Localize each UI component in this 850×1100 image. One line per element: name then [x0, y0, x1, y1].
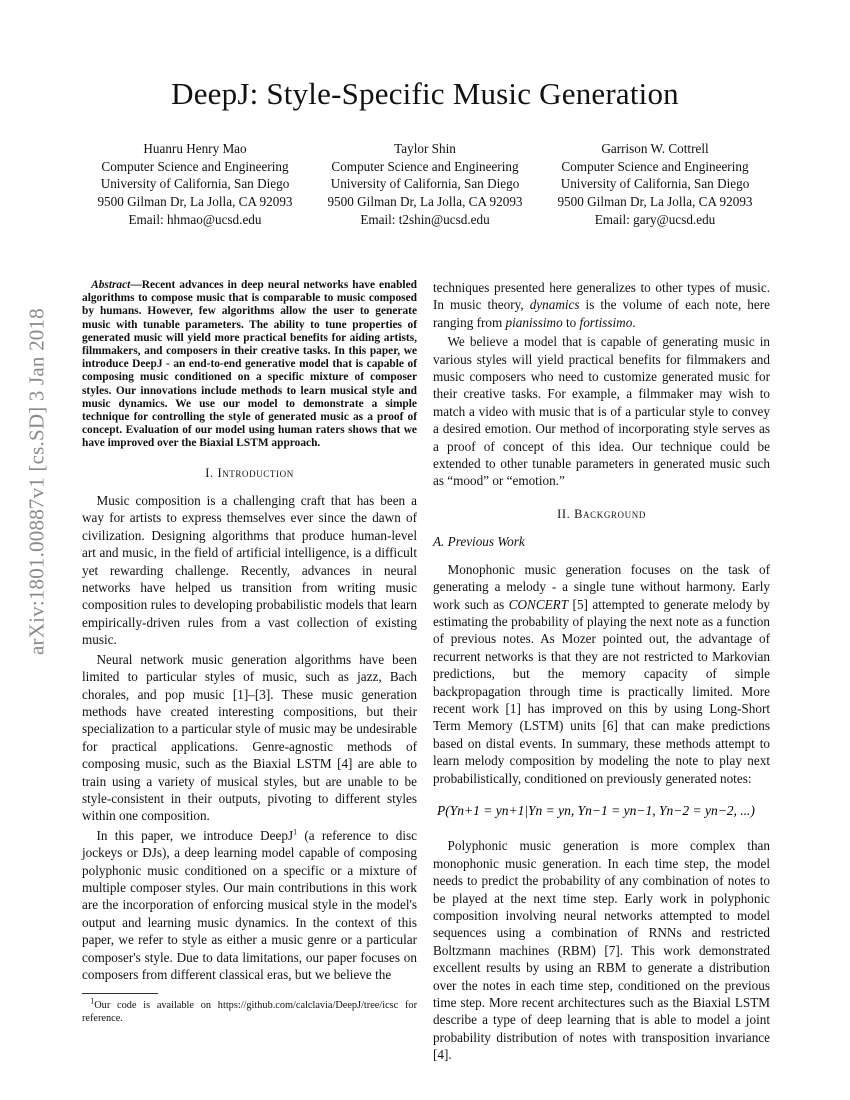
equation-svg [433, 799, 770, 821]
text-run: techniques presented here generalizes to other types of music. In music theory, [433, 280, 770, 313]
footnote-divider [82, 993, 158, 994]
author-dept: Computer Science and Engineering [331, 158, 519, 174]
section-heading-background [433, 506, 770, 523]
term-pianissimo: pianissimo [505, 314, 563, 330]
author-email: Email: gary@ucsd.edu [594, 211, 716, 227]
section-title: Introduction [217, 465, 294, 480]
subsection-heading: A. Previous Work [433, 534, 525, 550]
author-dept: Computer Science and Engineering [561, 158, 749, 174]
intro-paragraph-3 [82, 827, 417, 984]
term-dynamics: dynamics [529, 297, 580, 313]
term-fortissimo: fortissimo [579, 314, 633, 330]
author-name: Garrison W. Cottrell [601, 141, 709, 156]
intro-p3-rest: (a reference to disc jockeys or DJs), a deep learning model capable of composing polyphonic music conditioned on a specific or a mixture of multiple composer styles. Our main contributions in this work are the incorporation of enforcing musical style in the model's output and learning music dynamics. In the context of this paper, we refer to style as either a music genre or a particular composer's style. Due to data limitations, our paper focuses on composers from different classical eras, but we believe the [82, 827, 418, 983]
author-block [80, 140, 770, 229]
footnote-text: Our code is available on https://github.com/calclavia/DeepJ/tree/icsc for reference. [82, 1000, 417, 1024]
left-column [82, 279, 417, 1025]
section-heading-introduction [82, 465, 417, 482]
author-univ: University of California, San Diego [560, 176, 750, 192]
background-paragraph-2: Polyphonic music generation is more complex than monophonic music generation. In each time step, the model needs to predict the probability of any combination of notes to be played at the next time step. Early work in polyphonic composition involving neural networks attempted to model sequences using a combination of RNNs and restricted Boltzmann machines (RBM) [7]. This work demonstrated excellent results by using an RBM to generate a distribution over the notes in each time step, conditioned on the previous time step. More recent architectures such as the Biaxial LSTM describe a type of deep learning that is able to model a joint probability distribution of notes with transposition invariance [4]. [433, 838, 770, 1063]
footnote-ref: 1 [293, 827, 298, 837]
section-number: II. [557, 506, 571, 521]
text-run: is the volume of each note, here ranging from [433, 297, 770, 330]
intro-paragraph-4: We believe a model that is capable of generating music in various styles will yield practical benefits for filmmakers and music composers who need to customize generated music for their creative tasks. For example, a filmmaker may wish to match a video with music that is of a particular style to convey a desired emotion. Our method of incorporating style serves as a proof of concept of this idea. Our technique could be extended to other tunable parameters in generated music such as “mood” or “emotion.” [433, 334, 770, 489]
intro-p3-start: In this paper, we introduce DeepJ [96, 827, 294, 843]
abstract-text: —Recent advances in deep neural networks have enabled algorithms to compose music that is comparable to music composed by humans. However, few algorithms allow the user to generate music with tunable parameters. The ability to tune properties of generated music will yield more practical benefits for aiding artists, filmmakers, and composers in their creative tasks. In this paper, we introduce DeepJ - an end-to-end generative model that is capable of composing music conditioned on a specific mixture of composer styles. Our innovations include methods to learn musical style and music dynamics. We use our model to demonstrate a simple technique for controlling the style of generated music as a proof of concept. Evaluation of our model using human raters shows that we have improved over the Biaxial LSTM approach. [82, 279, 417, 450]
intro-continuation [433, 279, 770, 331]
abstract-label: Abstract [91, 279, 131, 291]
author-name: Huanru Henry Mao [143, 141, 247, 156]
term-concert: CONCERT [508, 596, 569, 612]
background-paragraph-1 [433, 561, 770, 787]
right-column [433, 279, 770, 1064]
section-number: I. [205, 465, 214, 480]
author-address: 9500 Gilman Dr, La Jolla, CA 92093 [97, 194, 293, 210]
author-3 [540, 140, 770, 229]
author-name: Taylor Shin [394, 141, 456, 156]
author-2 [310, 140, 540, 229]
text-run: to [562, 314, 580, 330]
author-1 [80, 140, 310, 229]
equation [433, 799, 770, 825]
author-address: 9500 Gilman Dr, La Jolla, CA 92093 [327, 194, 523, 210]
intro-paragraph-2: Neural network music generation algorithms have been limited to particular styles of music, such as jazz, Bach chorales, and pop music [1]–[3]. These music generation methods have created interesting compositions, but their specialization to a particular style of music may be undesirable for practical applications. Genre-agnostic methods of composing music, such as the Biaxial LSTM [4] are able to train using a variety of musical styles, but are unable to be style-consistent in their outputs, pivoting to different styles within one composition. [82, 651, 417, 824]
footnote [82, 997, 417, 1025]
author-email: Email: hhmao@ucsd.edu [128, 211, 262, 227]
equation-text: P(Yn+1 = yn+1|Yn = yn, Yn−1 = yn−1, Yn−2 = yn−2, ...) [437, 802, 755, 818]
author-univ: University of California, San Diego [100, 176, 290, 192]
author-address: 9500 Gilman Dr, La Jolla, CA 92093 [557, 194, 753, 210]
text-run: Monophonic music generation focuses on the task of generating a melody - a single tune without harmony. Early work such as [433, 561, 770, 612]
intro-paragraph-1: Music composition is a challenging craft that has been a way for artists to express themselves ever since the dawn of civilization. Designing algorithms that produce human-level art and music, in the field of artificial intelligence, is a difficult yet rewarding challenge. Recently, advances in neural networks have helped us transition from writing music composition rules to developing probabilistic models that learn empirically-driven rules from a vast collection of existing music. [82, 493, 417, 648]
section-title: Background [574, 506, 646, 521]
paper-title: DeepJ: Style-Specific Music Generation [171, 76, 679, 111]
footnote-mark: 1 [90, 997, 95, 1006]
abstract [82, 279, 417, 451]
author-univ: University of California, San Diego [330, 176, 520, 192]
text-run: . [632, 314, 636, 330]
author-dept: Computer Science and Engineering [101, 158, 289, 174]
text-run: [5] attempted to generate melody by estimating the probability of playing the next note as a function of previous notes. As Mozer pointed out, the advantage of recurrent networks is that they are not restricted to Markovian predictions, but the memory capacity of simple backpropagation through time is practically limited. More recent work [1] has improved on this by using Long-Short Term Memory (LSTM) units [6] that can make predictions based on distal events. In summary, these methods attempt to learn melody composition by modeling the note to play next probabilistically, conditioned on previously generated notes: [433, 596, 771, 786]
author-email: Email: t2shin@ucsd.edu [360, 211, 490, 227]
arxiv-stamp: arXiv:1801.00887v1 [cs.SD] 3 Jan 2018 [24, 308, 49, 656]
